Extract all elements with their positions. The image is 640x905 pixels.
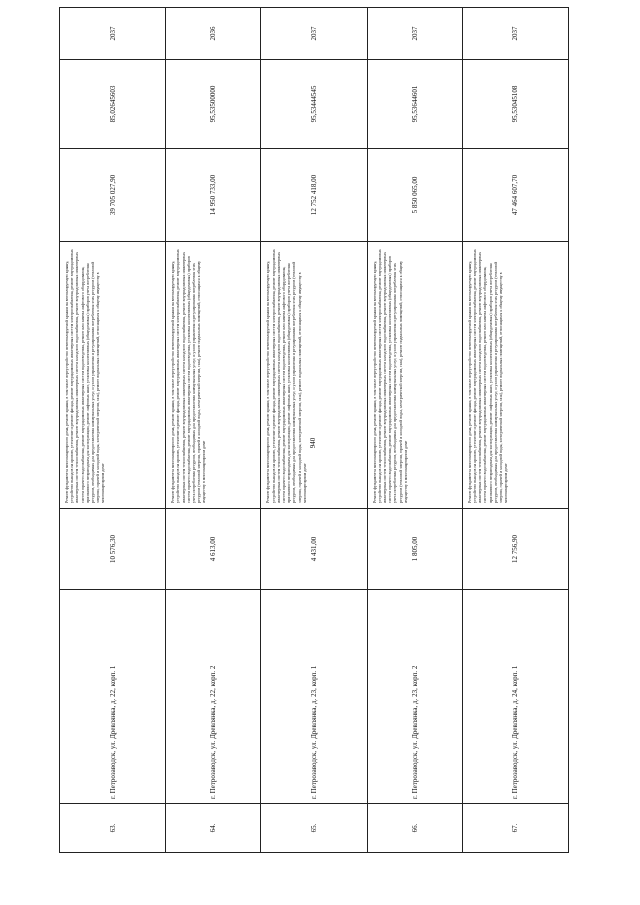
row-number: 63. xyxy=(60,804,166,853)
row-number: 64. xyxy=(166,804,261,853)
address-cell: г. Петрозаводск, ул. Древлянка, д. 22, корп. 1 xyxy=(60,590,166,804)
specific-cost-cell: 85,02645603 xyxy=(60,60,166,149)
row-number: 66. xyxy=(367,804,462,853)
work-description-cell: Ремонт фундамента многоквартирного дома, ремонт крыши, в том числе переустройство невентилируемой крыши на вентилируемую крышу, устройство выходов на кровлю, утепление и ремонт фасада, ремонт внутридомовых инженерных систем электроснабжения, ремонт внутридомовых инженерных систем теплоснабжения, ремонт внутридомовых инженерных систем холодного водоснабжения, ремонт внутридомовых инженерных систем горячего водоснабжения, ремонт внутридомовых инженерных систем водоотведения, установка коллективных (общедомовых) приборов учета потребления ресурсов, необходимых для предоставления коммунальных услуг, и узлов управления и регулирования потребления этих ресурсов (тепловой энергии, горячей и холодной воды, электрической энергии, газа), ремонт подвальных помещений, относящихся к общему имуществу в многоквартирном доме xyxy=(166,242,261,509)
address-cell: г. Петрозаводск, ул. Древлянка, д. 22, корп. 2 xyxy=(166,590,261,804)
work-description-cell: Ремонт фундамента многоквартирного дома, ремонт крыши, в том числе переустройство невентилируемой крыши на вентилируемую крышу, устройство выходов на кровлю, утепление и ремонт фасада, ремонт внутридомовых инженерных систем электроснабжения, ремонт внутридомовых инженерных систем теплоснабжения, ремонт внутридомовых инженерных систем холодного водоснабжения, ремонт внутридомовых инженерных систем горячего водоснабжения, ремонт внутридомовых инженерных систем водоотведения, ремонт или замена лифтового оборудования, признанного непригодным для эксплуатации, ремонт лифтовых шахт, установка коллективных (общедомовых) приборов учета потребления ресурсов, необходимых для предоставления коммунальных услуг, и узлов управления и регулирования потребления этих ресурсов (тепловой энергии, горячей и холодной воды, электрической энергии, газа), ремонт подвальных помещений, относящихся к общему имуществу в многоквартирном доме xyxy=(60,242,166,509)
row-number: 67. xyxy=(462,804,568,853)
area-cell: 12 756,90 xyxy=(462,509,568,590)
cost-cell: 39 705 027,90 xyxy=(60,149,166,242)
year-cell: 2037 xyxy=(367,8,462,60)
work-description-cell: Ремонт фундамента многоквартирного дома, ремонт крыши, в том числе переустройство невентилируемой крыши на вентилируемую крышу, устройство выходов на кровлю, утепление и ремонт фасада, ремонт внутридомовых инженерных систем электроснабжения, ремонт внутридомовых инженерных систем теплоснабжения, ремонт внутридомовых инженерных систем холодного водоснабжения, ремонт внутридомовых инженерных систем горячего водоснабжения, ремонт внутридомовых инженерных систем водоотведения, установка коллективных (общедомовых) приборов учета потребления ресурсов, необходимых для предоставления коммунальных услуг, и узлов управления и регулирования потребления этих ресурсов (тепловой энергии, горячей и холодной воды, электрической энергии, газа), ремонт подвальных помещений, относящихся к общему имуществу в многоквартирном доме xyxy=(367,242,462,509)
year-cell: 2036 xyxy=(166,8,261,60)
work-description-cell: Ремонт фундамента многоквартирного дома, ремонт крыши, в том числе переустройство невентилируемой крыши на вентилируемую крышу, устройство выходов на кровлю, утепление и ремонт фасада, ремонт внутридомовых инженерных систем электроснабжения, ремонт внутридомовых инженерных систем теплоснабжения, ремонт внутридомовых инженерных систем холодного водоснабжения, ремонт внутридомовых инженерных систем горячего водоснабжения, ремонт внутридомовых инженерных систем водоотведения, ремонт или замена лифтового оборудования, признанного непригодным для эксплуатации, ремонт лифтовых шахт, установка коллективных (общедомовых) приборов учета потребления ресурсов, необходимых для предоставления коммунальных услуг, и узлов управления и регулирования потребления этих ресурсов (тепловой энергии, горячей и холодной воды, электрической энергии, газа), ремонт подвальных помещений, относящихся к общему имуществу в многоквартирном доме xyxy=(462,242,568,509)
address-cell: г. Петрозаводск, ул. Древлянка, д. 23, корп. 2 xyxy=(367,590,462,804)
table-row xyxy=(261,8,367,853)
cost-cell: 12 752 418,00 xyxy=(261,149,367,242)
specific-cost-cell: 95,53500000 xyxy=(166,60,261,149)
specific-cost-cell: 95,53444545 xyxy=(261,60,367,149)
specific-cost-cell: 95,53045108 xyxy=(462,60,568,149)
document-table-rotated xyxy=(59,26,569,853)
page-number: 940 xyxy=(309,437,317,449)
cost-cell: 5 850 065,00 xyxy=(367,149,462,242)
cost-cell: 47 464 607,70 xyxy=(462,149,568,242)
specific-cost-cell: 95,53644601 xyxy=(367,60,462,149)
address-cell: г. Петрозаводск, ул. Древлянка, д. 24, корп. 1 xyxy=(462,590,568,804)
table-row xyxy=(166,8,261,853)
area-cell: 4 613,00 xyxy=(166,509,261,590)
address-cell: г. Петрозаводск, ул. Древлянка, д. 23, корп. 1 xyxy=(261,590,367,804)
row-number: 65. xyxy=(261,804,367,853)
year-cell: 2037 xyxy=(261,8,367,60)
area-cell: 1 805,00 xyxy=(367,509,462,590)
table-row xyxy=(462,8,568,853)
work-description-cell: Ремонт фундамента многоквартирного дома, ремонт крыши, в том числе переустройство невентилируемой крыши на вентилируемую крышу, устройство выходов на кровлю, утепление и ремонт фасада, ремонт внутридомовых инженерных систем электроснабжения, ремонт внутридомовых инженерных систем теплоснабжения, ремонт внутридомовых инженерных систем холодного водоснабжения, ремонт внутридомовых инженерных систем горячего водоснабжения, ремонт внутридомовых инженерных систем водоотведения, ремонт или замена лифтового оборудования, признанного непригодным для эксплуатации, ремонт лифтовых шахт, установка коллективных (общедомовых) приборов учета потребления ресурсов, необходимых для предоставления коммунальных услуг, и узлов управления и регулирования потребления этих ресурсов (тепловой энергии, горячей и холодной воды, электрической энергии, газа), ремонт подвальных помещений, относящихся к общему имуществу в многоквартирном доме xyxy=(261,242,367,509)
cost-cell: 14 950 733,00 xyxy=(166,149,261,242)
year-cell: 2037 xyxy=(60,8,166,60)
repair-program-table xyxy=(59,7,569,853)
area-cell: 10 576,30 xyxy=(60,509,166,590)
year-cell: 2037 xyxy=(462,8,568,60)
table-row xyxy=(367,8,462,853)
area-cell: 4 431,00 xyxy=(261,509,367,590)
table-row xyxy=(60,8,166,853)
